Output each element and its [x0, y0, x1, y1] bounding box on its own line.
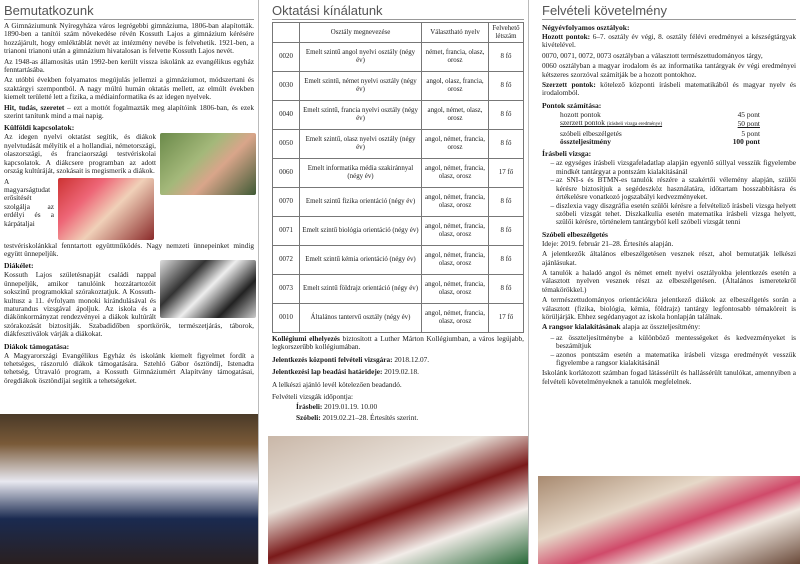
- tamogatas-heading: Diákok támogatása:: [4, 341, 70, 351]
- szobeli-label: Szóbeli:: [296, 412, 321, 422]
- class-seats: 8 fő: [489, 246, 524, 275]
- intro-paragraph: A Gimnáziumunk Nyíregyháza város legrégebbi gimnáziuma, 1806-ban alapították. 1890-ben a tanítói szám növekedése révén Kossuth Lajos a gimnázium kérésére hozzájárult, hogy emléktáblát nevét az intézmény nevébe is felvehetik. 1921-ben, a trianoni trianoni után a gimnázium hivatalosan is felvette Kossuth Lajos nevét.: [4, 21, 254, 56]
- class-name: Emelt szintű kémia orientáció (négy év): [300, 246, 422, 275]
- list-item: – diszlexia vagy diszgráfia esetén szülői kérésre a felvételiző írásbeli vizsga helyett szóbeli vizsgát tehet. Diszkalkulia esetén matematika írásbeli vizsga helyett, szülői kérésre, történelem tantárgyból kell szóbeli vizsgát tenni: [556, 202, 796, 227]
- class-seats: 8 fő: [489, 130, 524, 159]
- jelentkezes-line: [272, 356, 524, 364]
- class-seats: 8 fő: [489, 43, 524, 72]
- list-item: – az egységes írásbeli vizsgafeladatlap alapján egyenlő súllyal vesszük figyelembe mindkét tantárgyat a pontszám kialakításánál: [556, 159, 796, 176]
- points-value: 50 pont: [737, 119, 760, 129]
- jelentkezes-date: 2018.12.07.: [392, 354, 430, 364]
- points-table: [560, 111, 760, 147]
- points-label: szerzett pontok (írásbeli vizsga eredménye): [560, 118, 663, 128]
- ceremony-photo: [160, 260, 256, 318]
- hozott-label: Hozott pontok:: [542, 32, 591, 41]
- class-name: Emelt szintű, francia nyelvi osztály (négy év): [300, 101, 422, 130]
- class-name: Általános tantervű osztály (négy év): [300, 304, 422, 333]
- class-code: 0050: [273, 130, 300, 159]
- kollegium-text: biztosított a Luther Márton Kollégiumban, a város legújabb, legkorszerűbb kollégiumában.: [272, 334, 524, 352]
- irasbeli-line: [296, 403, 524, 411]
- column-intro: [0, 0, 259, 564]
- table-row: [273, 188, 524, 217]
- diaklet-heading: Diákélet:: [4, 261, 34, 271]
- table-row: [273, 72, 524, 101]
- class-languages: angol, német, francia, olasz, orosz: [422, 275, 489, 304]
- table-header: Választható nyelv: [422, 23, 489, 43]
- class-seats: 17 fő: [489, 304, 524, 333]
- class-languages: német, francia, olasz, orosz: [422, 43, 489, 72]
- table-row: [273, 217, 524, 246]
- class-code: 0040: [273, 101, 300, 130]
- requirements-title: Felvételi követelmény: [542, 3, 796, 20]
- class-code: 0070: [273, 188, 300, 217]
- irasbeli-list: [542, 159, 796, 226]
- class-seats: 8 fő: [489, 188, 524, 217]
- list-item: – az SNI-s és BTMN-es tanulók részére a szakértői vélemény alapján, szülői kérésre biztosítjuk a segédeszköz használatára, időtartam hosszabbításra és értékelésre vonatkozó jogszabályi kedvezményeket.: [556, 176, 796, 201]
- intro-paragraph: Az 1948-as államosítás után 1992-ben került vissza iskolánk az evangélikus egyház fenntartásába.: [4, 56, 254, 75]
- class-name: Emelt szintű földrajz orientáció (négy év): [300, 275, 422, 304]
- offer-title: Oktatási kínálatunk: [272, 3, 524, 20]
- hatarido-label: Jelentkezési lap beadási határideje:: [272, 367, 383, 377]
- vizsga-heading: Felvételi vizsgák időpontja:: [272, 392, 354, 402]
- class-languages: angol, német, francia, olasz, orosz: [422, 159, 489, 188]
- szobeli-ideje: Ideje: 2019. február 21–28. Értesítés alapján.: [542, 238, 674, 248]
- table-row: [273, 43, 524, 72]
- class-name: Emelt szintű, olasz nyelvi osztály (négy év): [300, 130, 422, 159]
- table-header: [273, 23, 300, 43]
- kollegium-label: Kollégiumi elhelyezés: [272, 334, 340, 343]
- irasbeli-heading: Írásbeli vizsga:: [542, 149, 592, 159]
- points-label: hozott pontok: [560, 109, 601, 119]
- rangsor-paragraph: [542, 323, 796, 331]
- class-languages: angol, német, francia, olasz, orosz: [422, 217, 489, 246]
- szobeli-paragraph: A természettudományos orientációkra jelentkező diákok az elbeszélgetés során a választott (fizika, biológia, kémia, földrajz) tantárgy legfontosabb témaköreit is körüljárják. Ehhez segédanyagot az iskola honlapján találnak.: [542, 295, 796, 321]
- negyevfolyamos-heading: Négyévfolyamos osztályok:: [542, 23, 630, 32]
- pontok-heading: Pontok számítása:: [542, 100, 602, 110]
- hatarido-line: [272, 368, 524, 376]
- column-requirements: [538, 0, 800, 564]
- szobeli-heading: Szóbeli elbeszélgetés: [542, 229, 609, 239]
- students-photo: [268, 436, 528, 564]
- hozott-paragraph: [542, 33, 796, 50]
- table-header: Felvehető létszám: [489, 23, 524, 43]
- intro-paragraph: Az utóbbi években folyamatos megújulás jellemzi a gimnáziumot, módszertani és szaktárgyi szempontból. A nagy múltú humán oktatás mellett, az elmúlt években kiemelt területté lett a fizika, a médiainformatika és az idegen nyelvek.: [4, 75, 254, 102]
- rangsor-text: alapja az összteljesítmény:: [620, 322, 701, 332]
- szobeli-date: 2019.02.21–28. Értesítés szerint.: [320, 412, 419, 422]
- points-label: szóbeli elbeszélgetés: [560, 128, 622, 138]
- class-code: 0030: [273, 72, 300, 101]
- points-value: 5 pont: [741, 128, 760, 138]
- class-languages: angol, német, francia, olasz, orosz: [422, 188, 489, 217]
- szobeli-paragraph: A jelentkezők általános elbeszélgetésen vesznek részt, ahol bemutatják lelkészi ajánlásukat.: [542, 249, 796, 267]
- class-languages: angol, német, francia, olasz, orosz: [422, 246, 489, 275]
- classroom-photo: [538, 476, 800, 564]
- szobeli-paragraph: A tanulók a haladó angol és német emelt nyelvi osztályokba jelentkezés esetén a választott nyelven vesznek részt az elbeszélgetésen. (Általános ismeretekről témakörökkel.): [542, 267, 796, 294]
- class-name: Emelt szintű biológia orientáció (négy év): [300, 217, 422, 246]
- points-row: [560, 138, 760, 146]
- points-label: összteljesítmény: [560, 137, 611, 147]
- points-value: 45 pont: [737, 109, 760, 119]
- szobeli-line: [296, 414, 524, 422]
- class-photo: [0, 414, 258, 564]
- table-row: [273, 130, 524, 159]
- class-code: 0071: [273, 217, 300, 246]
- ajanlo-line: A lelkészi ajánló levél kötelezően beadandó.: [272, 379, 402, 389]
- class-name: Emelt szintű, német nyelvi osztály (négy év): [300, 72, 422, 101]
- class-languages: angol, olasz, francia, orosz: [422, 72, 489, 101]
- hatarido-date: 2019.02.18.: [382, 367, 419, 377]
- class-code: 0060: [273, 159, 300, 188]
- class-languages: angol, német, francia, orosz: [422, 130, 489, 159]
- table-row: [273, 275, 524, 304]
- list-item: – azonos pontszám esetén a matematika írásbeli vizsga eredményét vesszük figyelembe a rangsor kialakításánál: [556, 351, 796, 368]
- media-paragraph: 0060 osztályban a magyar irodalom és az informatika tantárgyak év végi eredményei kétszeres szorzóval számítják be a hozott pontokhoz.: [542, 61, 796, 79]
- irasbeli-label: Írásbeli:: [296, 402, 323, 412]
- class-code: 0010: [273, 304, 300, 333]
- table-row: [273, 246, 524, 275]
- diaklet-paragraph: Kossuth Lajos születésnapját családi nappal ünnepeljük, amikor tanulóink hozzátartozóit sokszínű programokkal szórakoztatjuk. A Kossuth-kultusz a 11. évfolyam monoki kirándulásával és maturandus vizsgával ápoljuk. Az iskola és a diákönkormányzat rendezvényei a diákok kultúrált szórakozását biztosítják. Szabadidőben sportkörök, természetjárás, táborok, diákfesztiválok várják a diákokat.: [4, 270, 254, 339]
- irasbeli-date: 2019.01.19. 10.00: [322, 402, 378, 412]
- class-code: 0073: [273, 275, 300, 304]
- class-seats: 8 fő: [489, 101, 524, 130]
- szerzett-label: Szerzett pontok:: [542, 80, 596, 90]
- column-offer: [268, 0, 529, 564]
- kulfoldi-paragraph: A magyarságtudat erősítését szolgálja az erdélyi és a kárpátaljai testvériskolánkkal fenntartott együttműködés. Nagy nemzeti ünnepeinket mindig együtt ünnepeljük.: [4, 176, 254, 258]
- rangsor-list: [542, 334, 796, 368]
- tamogatas-paragraph: A Magyarországi Evangélikus Egyház és iskolánk kiemelt figyelmet fordít a tehetséges, rászoruló diákok támogatására. Sztehló Gábor ösztöndíj, Istenadta tehetség, Útravaló program, a Kossuth Gimnáziumért Alapítvány támogatásai, öregdiákok ösztöndíjai segítik a tehetségeket.: [4, 350, 254, 385]
- intro-title: Bemutatkozunk: [4, 3, 254, 20]
- rangsor-label: A rangsor kialakításának: [542, 322, 621, 332]
- class-name: Emelt szintű fizika orientáció (négy év): [300, 188, 422, 217]
- table-row: [273, 159, 524, 188]
- class-code: 0020: [273, 43, 300, 72]
- motto-text: – ezt a mottót fogalmazták meg alapítóink 1806-ban, és ezek szerint tanítunk mind a mai napig.: [4, 102, 254, 121]
- students-group-photo: [160, 133, 256, 195]
- table-row: [273, 304, 524, 333]
- list-item: – az összteljesítménybe a különböző mentességeket és kedvezményeket is beszámítjuk: [556, 334, 796, 351]
- class-name: Emelt szintű angol nyelvi osztály (négy év): [300, 43, 422, 72]
- points-value: 100 pont: [732, 137, 760, 147]
- class-languages: angol, német, francia, olasz, orosz: [422, 304, 489, 333]
- motto: Hit, tudás, szeretet: [4, 102, 65, 112]
- class-seats: 8 fő: [489, 217, 524, 246]
- class-name: Emelt informatika média szakiránnyal (négy év): [300, 159, 422, 188]
- class-code: 0072: [273, 246, 300, 275]
- jelentkezes-label: Jelentkezés központi felvételi vizsgára:: [272, 354, 393, 364]
- class-table: [272, 22, 524, 333]
- class-seats: 8 fő: [489, 72, 524, 101]
- szerzett-text: kötelező központi írásbeli matematikából és magyar nyelv és irodalomból.: [542, 80, 796, 98]
- table-header-row: [273, 23, 524, 43]
- closing-paragraph: Iskolánk korlátozott számban fogad látássérült és hallássérült tanulókat, amennyiben a felvételi követelményeknek a tanulók megfelelnek.: [542, 368, 796, 386]
- orientation-paragraph: 0070, 0071, 0072, 0073 osztályban a választott természettudományos tárgy,: [542, 50, 763, 60]
- table-header: Osztály megnevezése: [300, 23, 422, 43]
- class-seats: 8 fő: [489, 275, 524, 304]
- points-note: (írásbeli vizsga eredménye): [606, 122, 663, 128]
- motto-paragraph: [4, 104, 254, 121]
- class-languages: angol, német, olasz, orosz: [422, 101, 489, 130]
- students-outdoor-photo: [58, 178, 154, 240]
- kulfoldi-heading: Külföldi kapcsolatok:: [4, 123, 75, 133]
- table-row: [273, 101, 524, 130]
- kulfoldi-paragraph: Az idegen nyelvi oktatást segítik, és diákok nyelvtudását mélyítik el a hollandiai, németországi, olaszországi, és franciaországi testvériskolai kapcsolatok. A diákcsere programban az adott ország kultúráját, szokásait is megismerik a diákok.: [4, 132, 156, 176]
- class-seats: 17 fő: [489, 159, 524, 188]
- kollegium-paragraph: [272, 335, 524, 352]
- szerzett-paragraph: [542, 81, 796, 98]
- hozott-text: 6–7. osztály év végi, 8. osztály félévi eredményei a készségtárgyak kivételével.: [542, 32, 796, 50]
